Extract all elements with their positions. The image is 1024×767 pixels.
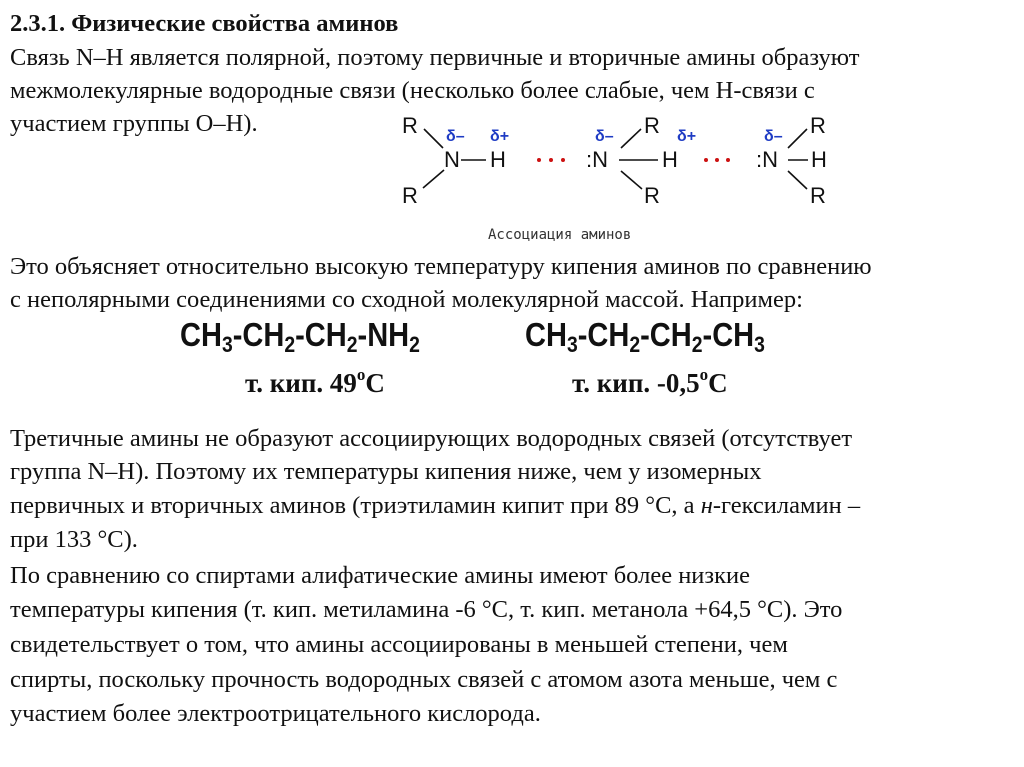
bond-line — [621, 171, 642, 189]
delta-minus-label: δ– — [446, 128, 465, 145]
bond-line — [423, 170, 444, 188]
nitrogen-lone-pair: :N — [586, 147, 608, 172]
delta-minus-label: δ– — [595, 128, 614, 145]
tertiary-line-2: группа N–H). Поэтому их температуры кипения ниже, чем у изомерных — [10, 458, 762, 485]
hydrogen-atom: H — [811, 147, 827, 172]
substituent-r: R — [402, 183, 418, 208]
bond-line — [788, 129, 807, 148]
bond-line — [424, 129, 443, 148]
butane-boiling-point: т. кип. -0,5$^o$C — [572, 365, 728, 398]
tertiary-line-4: при 133 °С). — [10, 526, 138, 553]
nitrogen-atom: N — [444, 147, 460, 172]
propylamine-boiling-point: т. кип. 49$^o$C — [245, 365, 385, 398]
diagram-caption: Ассоциация аминов — [488, 227, 632, 243]
intro-line-2: межмолекулярные водородные связи (несколько более слабые, чем Н-связи с — [10, 77, 815, 104]
alcohol-line-3: свидетельствует о том, что амины ассоциированы в меньшей степени, чем — [10, 631, 788, 658]
butane-formula: $CH_3-CH_2-CH_2-CH_3$ — [525, 316, 765, 357]
bond-line — [788, 171, 807, 189]
hbond-dot — [549, 158, 553, 162]
bond-line — [621, 129, 641, 148]
amine-association-diagram — [390, 112, 730, 244]
alcohol-line-1: По сравнению со спиртами алифатические амины имеют более низкие — [10, 562, 750, 589]
substituent-r: R — [810, 183, 826, 208]
hbond-dot — [537, 158, 541, 162]
section-heading: 2.3.1. Физические свойства аминов — [10, 10, 399, 37]
tertiary-line-3: первичных и вторичных аминов (триэтиламин кипит при 89 °С, а н-гексиламин – — [10, 492, 861, 519]
intro-line-3: участием группы О–Н). — [10, 110, 258, 137]
delta-minus-label: δ– — [764, 128, 783, 145]
n-prefix: н — [700, 492, 713, 519]
hbond-dot — [561, 158, 565, 162]
nitrogen-lone-pair: :N — [756, 147, 778, 172]
alcohol-line-2: температуры кипения (т. кип. метиламина -6 °С, т. кип. метанола +64,5 °С). Это — [10, 596, 843, 623]
comparison-line-1: Это объясняет относительно высокую температуру кипения аминов по сравнению — [10, 253, 872, 280]
comparison-line-2: с неполярными соединениями со сходной молекулярной массой. Например: — [10, 286, 803, 313]
tertiary-line-1: Третичные амины не образуют ассоциирующих водородных связей (отсутствует — [10, 425, 853, 452]
delta-plus-label: δ+ — [677, 128, 697, 145]
delta-plus-label: δ+ — [490, 128, 510, 145]
hydrogen-atom: H — [490, 147, 506, 172]
hbond-dot — [715, 158, 719, 162]
alcohol-line-5: участием более электроотрицательного кислорода. — [10, 700, 541, 727]
substituent-r: R — [810, 113, 826, 138]
propylamine-formula: $CH_3-CH_2-CH_2-NH_2$ — [180, 316, 420, 357]
hbond-dot — [704, 158, 708, 162]
substituent-r: R — [644, 183, 660, 208]
intro-line-1: Связь N–H является полярной, поэтому первичные и вторичные амины образуют — [10, 44, 860, 71]
hydrogen-atom: H — [662, 147, 678, 172]
substituent-r: R — [644, 113, 660, 138]
substituent-r: R — [402, 113, 418, 138]
alcohol-line-4: спирты, поскольку прочность водородных связей с атомом азота меньше, чем с — [10, 666, 838, 693]
amine-association-diagram-end — [730, 112, 840, 212]
